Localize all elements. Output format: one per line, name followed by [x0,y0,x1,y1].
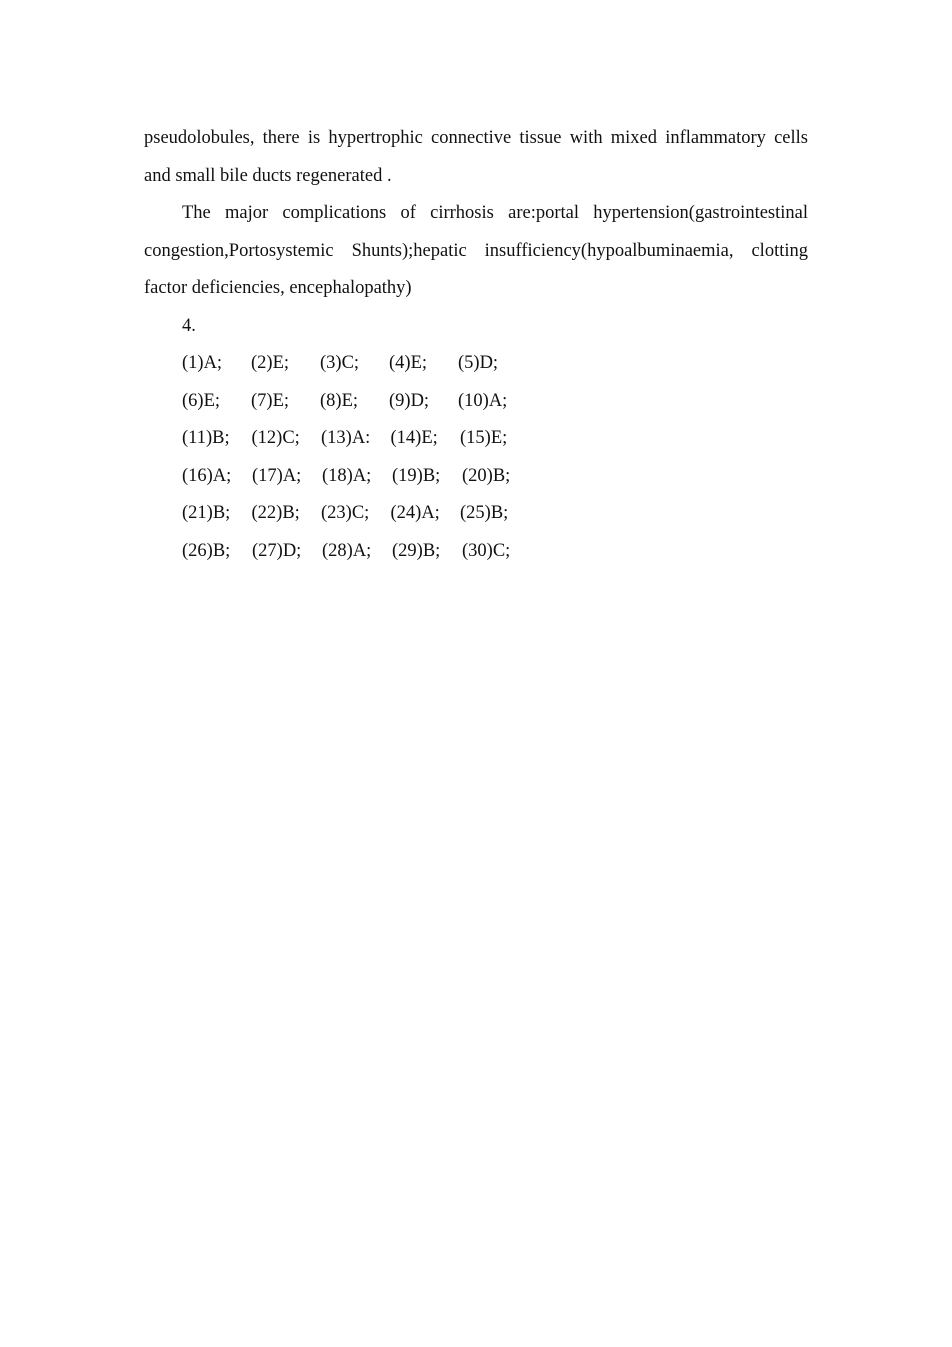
answer-item: (16)A; [182,465,232,486]
answer-item: (5)D; [458,353,499,373]
answer-item: (17)A; [252,465,302,486]
answer-item: (11)B; [182,428,230,448]
answer-item: (23)C; [321,503,370,523]
answer-item: (26)B; [182,540,231,561]
section-number: 4. [182,315,196,336]
answer-item: (22)B; [251,503,300,523]
paragraph-complications [144,195,808,308]
answer-key [144,345,808,570]
answer-item: (24)A; [390,503,440,523]
answer-item: (2)E; [251,353,290,373]
answer-item: (12)C; [251,428,300,448]
answer-item: (15)E; [460,428,508,448]
answer-row [182,420,808,458]
answer-item: (13)A: [321,428,371,448]
answer-item: (10)A; [458,390,508,411]
answer-item: (7)E; [251,390,290,411]
answer-item: (18)A; [322,465,372,486]
text-line: factor deficiencies, encephalopathy) [144,278,412,298]
text-line: The major complications of cirrhosis are:portal hypertension(gastrointestinal [182,203,808,223]
text-line: congestion,Portosystemic Shunts);hepatic insufficiency(hypoalbuminaemia, clotting [144,240,808,261]
answer-item: (4)E; [389,353,428,373]
answer-row [182,495,808,533]
paragraph-pseudolobules [144,120,808,195]
answer-item: (19)B; [392,465,441,486]
answer-item: (20)B; [462,465,511,486]
answer-item: (14)E; [390,428,438,448]
document-content [144,120,808,570]
answer-item: (30)C; [462,540,511,561]
text-line: pseudolobules, there is hypertrophic connective tissue with mixed inflammatory cells [144,128,808,148]
answer-item: (28)A; [322,540,372,561]
answer-item: (9)D; [389,390,430,411]
answer-item: (27)D; [252,540,302,561]
answer-row [182,383,808,421]
answer-row [182,533,808,571]
answer-item: (3)C; [320,353,360,373]
answer-item: (25)B; [460,503,509,523]
answer-row [182,458,808,496]
answer-item: (21)B; [182,503,231,523]
answer-item: (6)E; [182,390,221,411]
answer-item: (8)E; [320,390,359,411]
text-line: and small bile ducts regenerated . [144,165,392,186]
answer-row [182,345,808,383]
answer-item: (29)B; [392,540,441,561]
answer-item: (1)A; [182,353,223,373]
